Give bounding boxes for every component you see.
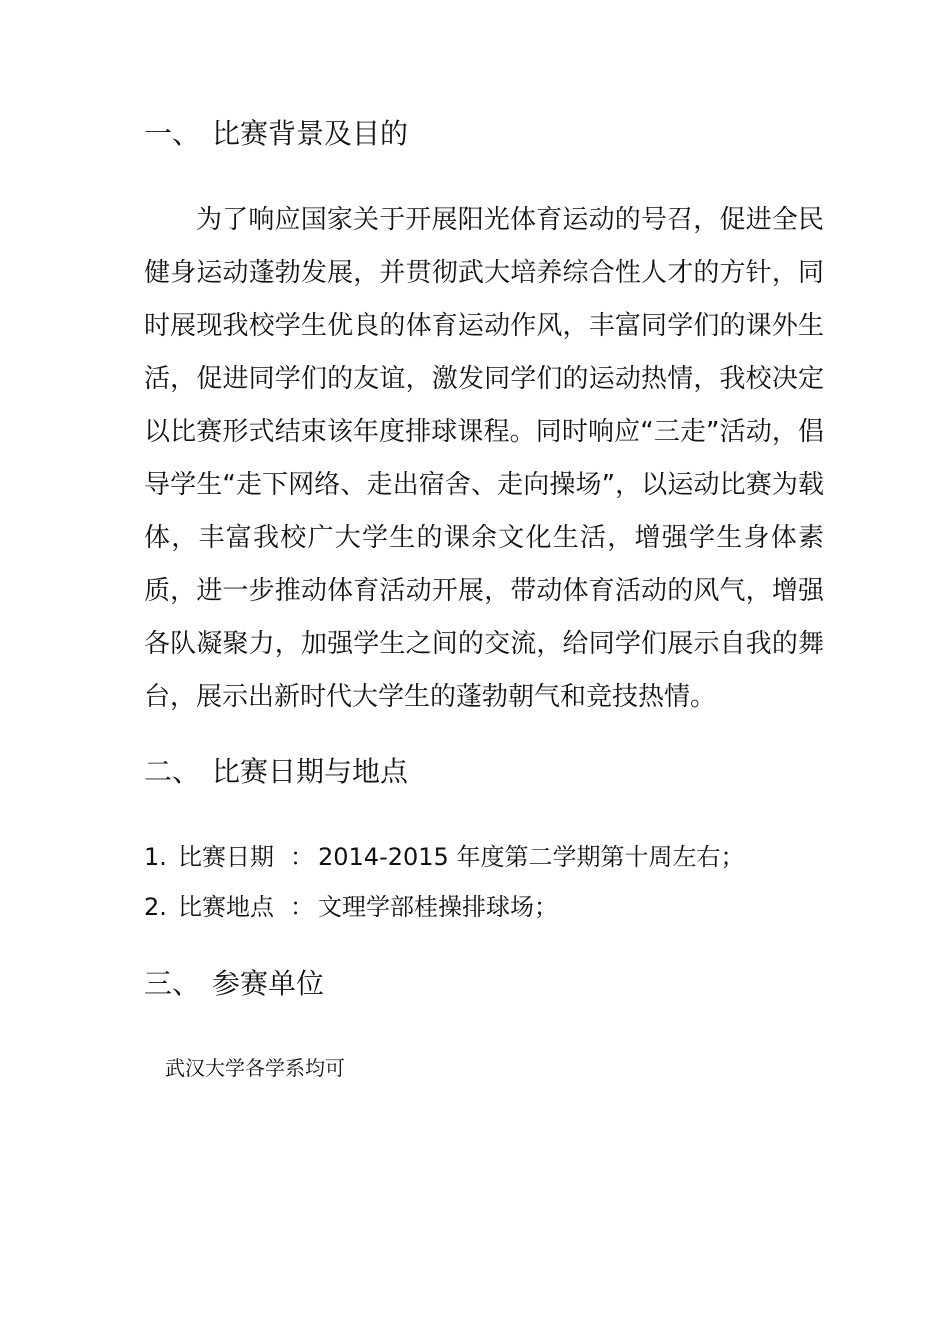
section-title: 比赛日期与地点 [212, 755, 409, 788]
background-paragraph: 为了响应国家关于开展阳光体育运动的号召，促进全民健身运动蓬勃发展，并贯彻武大培养综合性人才的方针，同时展现我校学生优良的体育运动作风，丰富同学们的课外生活，促进同学们的友谊，激发同学们的运动热情，我校决定以比赛形式结束该年度排球课程。同时响应“三走”活动，倡导学生“走下网络、走出宿舍、走向操场”，以运动比赛为载体，丰富我校广大学生的课余文化生活，增强学生身体素质，进一步推动体育活动开展，带动体育活动的风气，增强各队凝聚力，加强学生之间的交流，给同学们展示自我的舞台，展示出新时代大学生的蓬勃朝气和竞技热情。 [144, 205, 824, 712]
section-heading-schedule [144, 752, 408, 792]
item-separator: ： [290, 893, 314, 921]
section-heading-background [144, 114, 408, 154]
item-separator: ： [290, 843, 314, 871]
item-label: 比赛日期 [178, 843, 274, 871]
schedule-item-location [144, 890, 558, 924]
item-value: 文理学部桂操排球场； [318, 893, 558, 921]
section-heading-participants [144, 964, 324, 1004]
section-number: 一、 [144, 117, 201, 150]
section-number: 三、 [144, 967, 201, 1000]
item-value: 2014-2015 年度第二学期第十周左右； [318, 843, 745, 871]
section-title: 参赛单位 [212, 967, 325, 1000]
section-title: 比赛背景及目的 [212, 117, 409, 150]
section-number: 二、 [144, 755, 201, 788]
item-label: 比赛地点 [178, 893, 274, 921]
schedule-item-date [144, 840, 744, 874]
list-number: 2. [144, 893, 167, 921]
participants-text: 武汉大学各学系均可 [165, 1056, 345, 1080]
list-number: 1. [144, 843, 167, 871]
